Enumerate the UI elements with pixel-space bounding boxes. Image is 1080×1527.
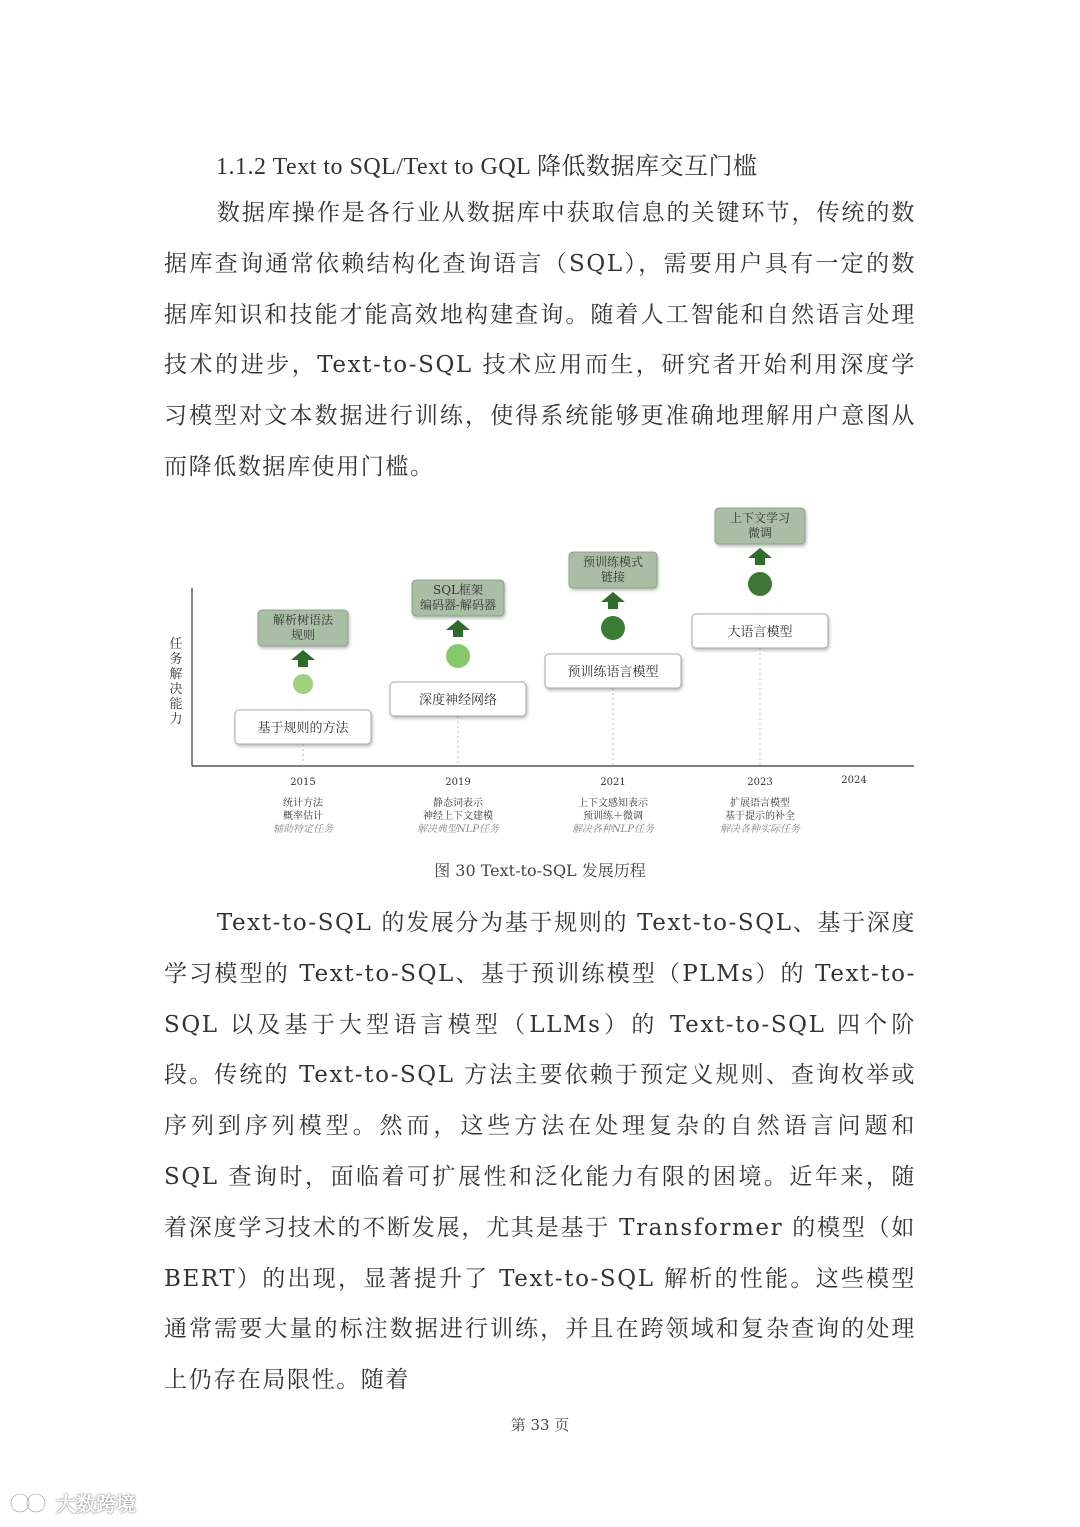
capability-dot: [446, 644, 470, 668]
up-arrow-icon: [446, 620, 470, 637]
feature-label: 微调: [747, 526, 773, 540]
stage-note: 解决各种NLP任务: [571, 824, 655, 835]
feature-label: SQL框架: [432, 583, 484, 597]
paragraph-stages: [164, 898, 916, 1406]
stage-note: 解决各种实际任务: [720, 824, 800, 835]
feature-label: 预训练模式: [582, 555, 644, 569]
x-tick-label: 2024: [841, 775, 867, 786]
feature-label: 上下文学习: [729, 511, 791, 525]
feature-label: 链接: [600, 570, 626, 584]
stage-note: 预训练＋微调: [583, 811, 643, 822]
text-to-sql-timeline-figure: [160, 488, 920, 844]
stage-label: 预训练语言模型: [567, 665, 659, 680]
timeline-stage-2019: [390, 580, 526, 835]
stage-label: 基于规则的方法: [257, 721, 349, 736]
chat-bubble-logo-icon: [8, 1491, 52, 1515]
page-number: 第 33 页: [510, 1416, 570, 1434]
x-tick-label: 2021: [600, 777, 626, 788]
timeline-stage-2015: [235, 610, 371, 835]
feature-label: 解析树语法: [272, 613, 334, 627]
timeline-stage-2023: [692, 508, 828, 835]
x-tick-label: 2023: [747, 777, 773, 788]
capability-dot: [293, 674, 313, 694]
stage-note: 神经上下文建模: [423, 811, 493, 822]
x-tick-label: 2015: [290, 777, 316, 788]
stage-note: 概率估计: [283, 811, 323, 822]
feature-label: 编码器-解码器: [419, 598, 497, 612]
stage-note: 统计方法: [283, 798, 323, 809]
up-arrow-icon: [601, 592, 625, 609]
up-arrow-icon: [748, 548, 772, 565]
figure-caption: 图 30 Text-to-SQL 发展历程: [434, 861, 646, 880]
stage-note: 解决典型NLP任务: [416, 824, 500, 835]
stage-note: 静态词表示: [433, 798, 483, 809]
paragraph-stages-text: Text-to-SQL 的发展分为基于规则的 Text-to-SQL、基于深度学习模型的 Text-to-SQL、基于预训练模型（PLMs）的 Text-to-SQL 以及基于大型语言模型（LLMs）的 Text-to-SQL 四个阶段。传统的 Text-to-SQL 方法主要依赖于预定义规则、查询枚举或序列到序列模型。然而，这些方法在处理复杂的自然语言问题和 SQL 查询时，面临着可扩展性和泛化能力有限的困境。近年来，随着深度学习技术的不断发展，尤其是基于 Transformer 的模型（如 BERT）的出现，显著提升了 Text-to-SQL 解析的性能。这些模型通常需要大量的标注数据进行训练，并且在跨领域和复杂查询的处理上仍存在局限性。随着: [164, 910, 916, 1394]
watermark-text: 大数跨境: [56, 1492, 136, 1516]
stage-note: 上下文感知表示: [578, 798, 648, 809]
stage-note: 辅助特定任务: [273, 824, 333, 835]
stage-note: 基于提示的补全: [725, 811, 795, 822]
x-tick-label: 2019: [445, 777, 471, 788]
paragraph-intro-text: 数据库操作是各行业从数据库中获取信息的关键环节，传统的数据库查询通常依赖结构化查询语言（SQL），需要用户具有一定的数据库知识和技能才能高效地构建查询。随着人工智能和自然语言处理技术的进步，Text-to-SQL 技术应用而生，研究者开始利用深度学习模型对文本数据进行训练，使得系统能够更准确地理解用户意图从而降低数据库使用门槛。: [164, 200, 916, 480]
stage-label: 深度神经网络: [418, 693, 498, 708]
up-arrow-icon: [291, 650, 315, 667]
stage-note: 扩展语言模型: [730, 798, 790, 809]
timeline-stage-2021: [545, 552, 681, 835]
y-axis-label: 任务解决能力: [169, 637, 183, 727]
section-heading: 1.1.2 Text to SQL/Text to GQL 降低数据库交互门槛: [216, 154, 758, 180]
paragraph-intro: [164, 188, 916, 493]
feature-label: 规则: [290, 628, 316, 642]
capability-dot: [748, 572, 772, 596]
capability-dot: [601, 616, 625, 640]
stage-label: 大语言模型: [727, 625, 793, 640]
watermark: [8, 1488, 136, 1517]
